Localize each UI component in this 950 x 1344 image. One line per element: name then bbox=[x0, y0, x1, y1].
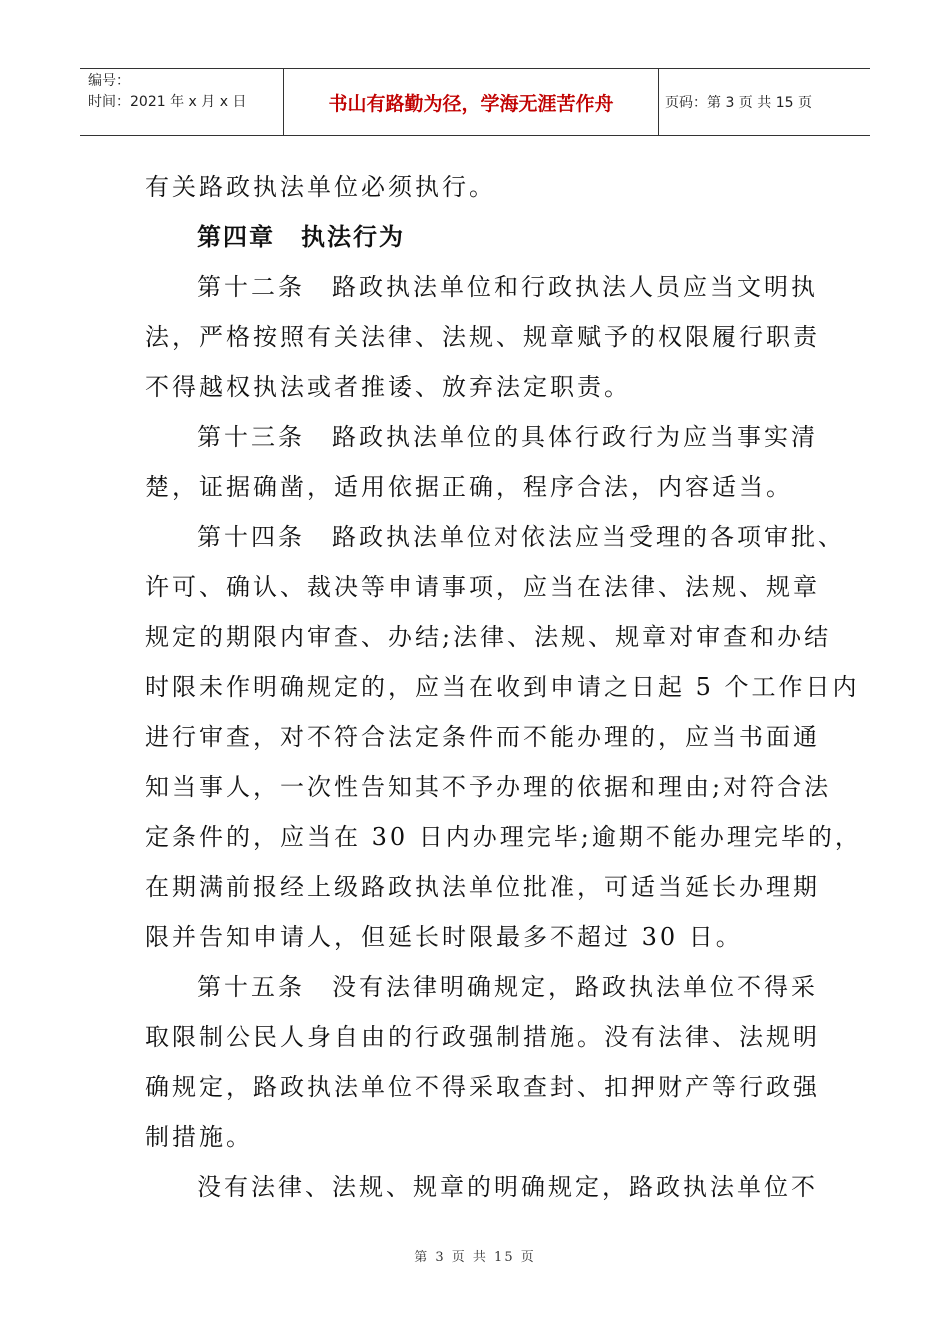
paragraph-line: 进行审查，对不符合法定条件而不能办理的，应当书面通 bbox=[145, 723, 820, 751]
document-number: 编号： bbox=[88, 73, 130, 89]
paragraph-line: 定条件的，应当在 30 日内办理完毕;逾期不能办理完毕的， bbox=[145, 823, 862, 851]
paragraph-line: 有关路政执法单位必须执行。 bbox=[145, 173, 496, 201]
paragraph-line: 知当事人，一次性告知其不予办理的依据和理由;对符合法 bbox=[145, 773, 832, 801]
paragraph-line: 没有法律、法规、规章的明确规定，路政执法单位不 bbox=[197, 1173, 818, 1201]
header-page-info: 页码：第 3 页 共 15 页 bbox=[665, 95, 812, 111]
header-meta bbox=[80, 69, 283, 135]
article-14-line: 第十四条 路政执法单位对依法应当受理的各项审批、 bbox=[197, 523, 845, 551]
article-15-line: 第十五条 没有法律明确规定，路政执法单位不得采 bbox=[197, 973, 818, 1001]
document-date: 时间：2021 年 x 月 x 日 bbox=[88, 94, 247, 110]
paragraph-line: 确规定，路政执法单位不得采取查封、扣押财产等行政强 bbox=[145, 1073, 820, 1101]
page-footer: 第 3 页 共 15 页 bbox=[414, 1250, 536, 1265]
page-header bbox=[80, 68, 870, 136]
paragraph-line: 制措施。 bbox=[145, 1123, 253, 1151]
paragraph-line: 不得越权执法或者推诿、放弃法定职责。 bbox=[145, 373, 631, 401]
document-body bbox=[145, 162, 862, 1212]
paragraph-line: 时限未作明确规定的，应当在收到申请之日起 5 个工作日内 bbox=[145, 673, 860, 701]
article-13-line: 第十三条 路政执法单位的具体行政行为应当事实清 bbox=[197, 423, 818, 451]
paragraph-line: 在期满前报经上级路政执法单位批准，可适当延长办理期 bbox=[145, 873, 820, 901]
paragraph-line: 楚，证据确凿，适用依据正确，程序合法，内容适当。 bbox=[145, 473, 793, 501]
paragraph-line: 取限制公民人身自由的行政强制措施。没有法律、法规明 bbox=[145, 1023, 820, 1051]
paragraph-line: 限并告知申请人，但延长时限最多不超过 30 日。 bbox=[145, 923, 743, 951]
paragraph-line: 规定的期限内审查、办结;法律、法规、规章对审查和办结 bbox=[145, 623, 832, 651]
paragraph-line: 许可、确认、裁决等申请事项，应当在法律、法规、规章 bbox=[145, 573, 820, 601]
paragraph-line: 法，严格按照有关法律、法规、规章赋予的权限履行职责 bbox=[145, 323, 820, 351]
article-12-line: 第十二条 路政执法单位和行政执法人员应当文明执 bbox=[197, 273, 818, 301]
chapter-heading: 第四章 执法行为 bbox=[197, 223, 405, 251]
header-motto: 书山有路勤为径，学海无涯苦作舟 bbox=[283, 69, 659, 135]
